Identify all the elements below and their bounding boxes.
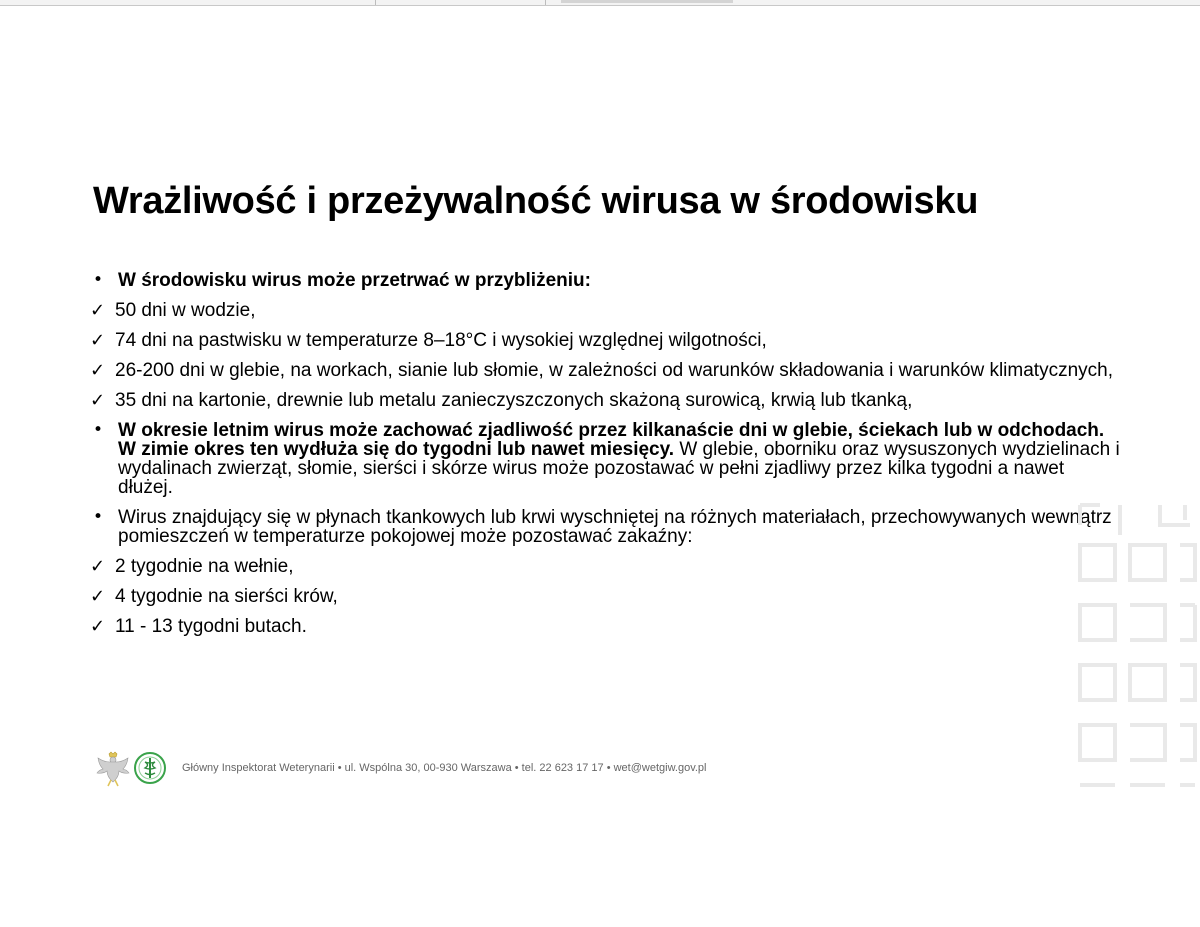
- checkmark-icon: ✓: [90, 300, 106, 321]
- item-plain-text: 26-200 dni w glebie, na workach, sianie lub słomie, w zależności od warunków składowania i warunków klimatycznych,: [115, 360, 1113, 381]
- slide-content: [90, 271, 1120, 647]
- checklist-item: [90, 301, 1120, 320]
- checkmark-icon: ✓: [90, 616, 106, 637]
- checklist-item: [90, 557, 1120, 576]
- item-text: [115, 556, 294, 577]
- checklist-item: [90, 331, 1120, 350]
- checkmark-icon: ✓: [90, 556, 106, 577]
- item-plain-text: W glebie, oborniku oraz wysuszonych wydzielinach i wydalinach zwierząt, słomie, sierści i skórze wirus może pozostawać w pełni zjadliwy przez kilka tygodni a nawet dłużej.: [118, 439, 1120, 498]
- bullet-icon: •: [93, 420, 104, 440]
- bullet-item: [90, 421, 1120, 497]
- slide-title: Wrażliwość i przeżywalność wirusa w środowisku: [93, 180, 979, 222]
- item-plain-text: 74 dni na pastwisku w temperaturze 8–18°C i wysokiej względnej wilgotności,: [115, 330, 767, 351]
- bullet-icon: •: [93, 270, 104, 290]
- bullet-item: [90, 508, 1120, 546]
- item-plain-text: 50 dni w wodzie,: [115, 300, 256, 321]
- footer-contact-text: Główny Inspektorat Weterynarii • ul. Wspólna 30, 00-930 Warszawa • tel. 22 623 17 17 • wet@wetgiw.gov.pl: [182, 762, 707, 774]
- checklist-item: [90, 361, 1120, 380]
- item-text: [115, 330, 767, 351]
- item-plain-text: 2 tygodnie na wełnie,: [115, 556, 294, 577]
- item-plain-text: 11 - 13 tygodni butach.: [115, 616, 307, 637]
- polish-eagle-emblem-icon: [95, 750, 131, 788]
- item-text: [115, 360, 1113, 381]
- checkmark-icon: ✓: [90, 390, 106, 411]
- item-text: [115, 586, 338, 607]
- toolbar-separator: [545, 0, 546, 5]
- checklist-item: [90, 391, 1120, 410]
- bullet-item: [90, 271, 1120, 290]
- checklist-item: [90, 617, 1120, 636]
- item-text: [118, 507, 1112, 547]
- item-text: [115, 300, 255, 321]
- item-text: [115, 616, 307, 637]
- checkmark-icon: ✓: [90, 330, 106, 351]
- horizontal-scroll-thumb[interactable]: [561, 0, 733, 3]
- decorative-maze-pattern-icon: [1070, 495, 1200, 795]
- item-text: [118, 270, 591, 291]
- checkmark-icon: ✓: [90, 360, 106, 381]
- item-plain-text: 4 tygodnie na sierści krów,: [115, 586, 338, 607]
- item-plain-text: 35 dni na kartonie, drewnie lub metalu zanieczyszczonych skażoną surowicą, krwią lub tkanką,: [115, 390, 913, 411]
- item-text: [115, 390, 912, 411]
- checklist-item: [90, 587, 1120, 606]
- veterinary-inspection-logo-icon: [133, 751, 167, 785]
- bullet-icon: •: [93, 507, 104, 527]
- viewer-top-bar: [0, 0, 1200, 6]
- item-bold-text: W środowisku wirus może przetrwać w przybliżeniu:: [118, 270, 591, 291]
- item-plain-text: Wirus znajdujący się w płynach tkankowych lub krwi wyschniętej na różnych materiałach, przechowywanych wewnątrz pomieszczeń w temperaturze pokojowej może pozostawać zakaźny:: [118, 507, 1112, 547]
- item-bold-text: W okresie letnim wirus może zachować zjadliwość przez kilkanaście dni w glebie, ściekach lub w odchodach. W zimie okres ten wydłuża się do tygodni lub nawet miesięcy.: [118, 420, 1105, 460]
- item-text: [118, 420, 1120, 498]
- toolbar-separator: [375, 0, 376, 5]
- checkmark-icon: ✓: [90, 586, 106, 607]
